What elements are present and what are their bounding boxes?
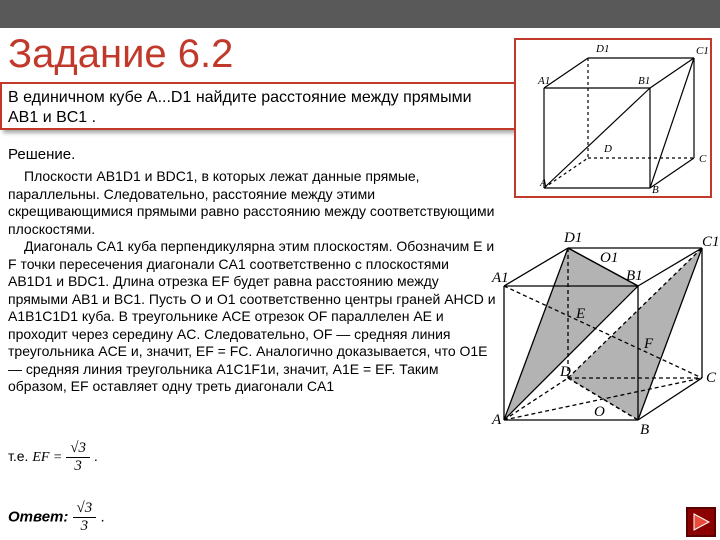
label-c: C <box>699 153 707 165</box>
label-d1: D1 <box>596 43 610 55</box>
cube-diagram-small <box>516 40 710 196</box>
te-label: т.е. <box>8 448 29 465</box>
task-line-2: AB1 и BC1 . <box>8 109 97 126</box>
slide-title: Задание 6.2 <box>8 32 234 76</box>
solution-heading: Решение. <box>8 146 76 163</box>
label2-b: B <box>640 422 650 438</box>
label2-b1: B1 <box>626 268 643 284</box>
answer-numerator: √3 <box>73 500 97 518</box>
answer-denominator: 3 <box>80 518 89 534</box>
label-a1: A1 <box>538 75 551 87</box>
solution-text <box>8 168 496 396</box>
label2-f: F <box>644 336 654 352</box>
label-c1: C1 <box>696 45 709 57</box>
top-bar <box>0 0 720 28</box>
label2-d: D <box>560 364 571 380</box>
label2-o1: O1 <box>600 250 619 266</box>
label-b: B <box>652 184 659 196</box>
ef-numerator: √3 <box>66 440 90 458</box>
label-a: A <box>540 177 547 189</box>
label2-a: A <box>492 412 502 428</box>
label2-c: C <box>706 370 717 386</box>
task-line-1: В единичном кубе A...D1 найдите расстояние между прямыми <box>8 89 472 106</box>
answer-fraction <box>73 500 97 535</box>
answer-row <box>8 500 105 535</box>
cube-diagram-large <box>490 228 720 440</box>
label2-c1: C1 <box>702 234 720 250</box>
cube-figure-large <box>490 228 720 440</box>
ef-denominator: 3 <box>74 458 82 474</box>
label-b1: B1 <box>638 75 651 87</box>
ef-period: . <box>93 448 98 465</box>
answer-period: . <box>100 508 105 526</box>
play-arrow-icon <box>688 509 714 535</box>
answer-label: Ответ: <box>8 508 69 526</box>
solution-paragraph-1: Плоскости AB1D1 и BDC1, в которых лежат данные прямые, параллельны. Следовательно, расстояние между этими скрещивающимися прямыми равно расстоянию между соответствующими плоскостями. <box>8 168 495 237</box>
next-slide-button[interactable] <box>686 507 716 537</box>
ef-lhs: EF = <box>32 450 63 466</box>
label2-d1: D1 <box>564 230 583 246</box>
cube-figure-small <box>514 38 712 198</box>
formula-row <box>8 440 98 475</box>
label2-e: E <box>576 306 586 322</box>
solution-paragraph-2: Диагональ CA1 куба перпендикулярна этим плоскостям. Обозначим E и F точки пересечения диагонали CA1 соответственно с плоскостями AB1D1 и BDC1. Длина отрезка EF будет равна расстоянию между прямыми AB1 и BC1. Пусть O и O1 соответственно центры граней AНCD и A1B1C1D1 куба. В треугольнике ACE отрезок OF параллелен AE и проходит через середину AC. Следовательно, OF — средняя линия треугольника ACE и, значит, EF = FC. Аналогично доказывается, что O1E — средняя линия треугольника A1C1F1и, значит, A1E = EF. Таким образом, EF оставляет одну треть диагонали CA1 <box>8 238 496 394</box>
label2-a1: A1 <box>492 270 509 286</box>
ef-fraction <box>66 440 90 475</box>
label-d: D <box>604 143 612 155</box>
label2-o: O <box>594 404 605 420</box>
task-box <box>0 82 533 130</box>
